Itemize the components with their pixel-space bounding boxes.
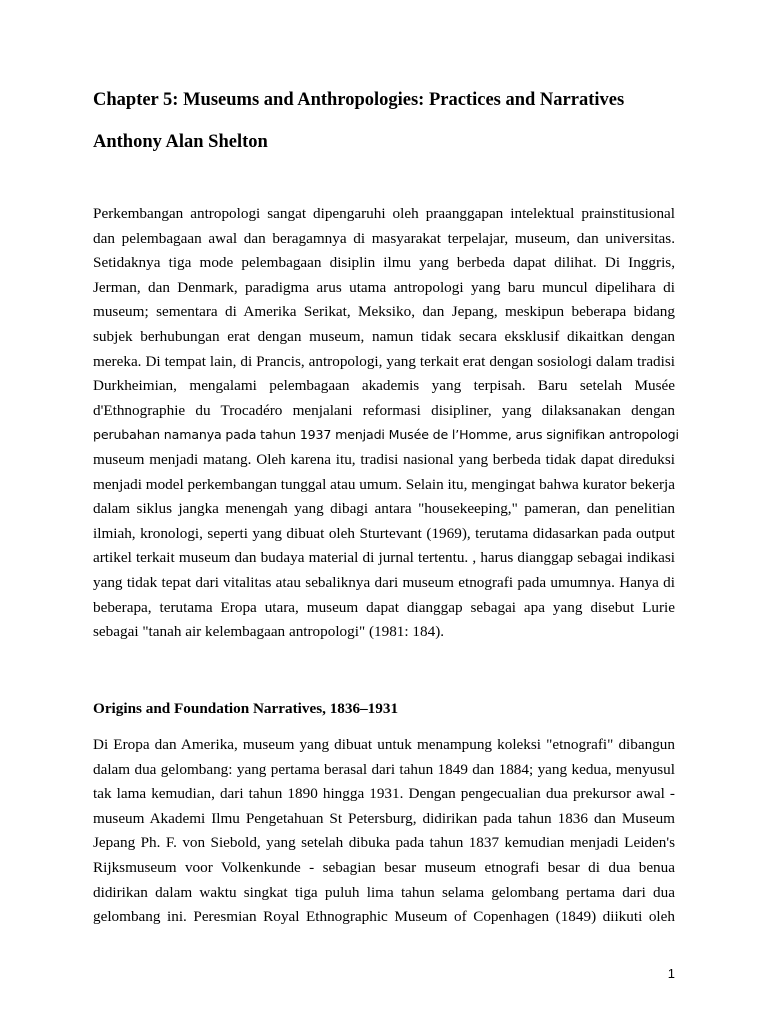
text-line: d'Ethnographie du Trocadéro menjalani reformasi disipliner, yang dilaksanakan dengan — [93, 401, 675, 419]
text-line: tak lama kemudian, dari tahun 1890 hingga 1931. Dengan pengecualian dua prekursor awal - — [93, 785, 675, 803]
text-line: Durkheimian, mengalami pelembagaan akademis yang terpisah. Baru setelah Musée — [93, 377, 675, 395]
text-line: beberapa, terutama Eropa utara, museum dapat dianggap sebagai apa yang disebut Lurie — [93, 598, 675, 616]
text-line: yang tidak tepat dari vitalitas atau sebaliknya dari museum etnografi pada umumnya. Hanya di — [93, 573, 675, 591]
chapter-title: Chapter 5: Museums and Anthropologies: Practices and Narratives — [93, 90, 625, 110]
text-line: menjadi model perkembangan tunggal atau umum. Selain itu, mengingat bahwa kurator bekerja — [93, 475, 675, 493]
text-line: Setidaknya tiga mode pelembagaan disiplin ilmu yang berbeda dapat dilihat. Di Inggris, — [93, 254, 675, 272]
text-line: didirikan dalam waktu singkat tiga puluh lima tahun selama gelombang pertama dari dua — [93, 883, 675, 901]
page-number: 1 — [667, 966, 675, 981]
intro-paragraph — [93, 202, 679, 645]
text-line: museum menjadi matang. Oleh karena itu, tradisi nasional yang berbeda tidak dapat direduksi — [93, 450, 675, 468]
text-line: museum Akademi Ilmu Pengetahuan St Petersburg, didirikan pada tahun 1836 dan Museum — [93, 809, 675, 827]
text-line: Di Eropa dan Amerika, museum yang dibuat untuk menampung koleksi "etnografi" dibangun — [93, 736, 675, 753]
text-line: Jepang Ph. F. von Siebold, yang setelah dibuka pada tahun 1837 kemudian menjadi Leiden's — [93, 834, 675, 852]
section-heading: Origins and Foundation Narratives, 1836–1931 — [93, 700, 399, 717]
text-line: dan pelembagaan awal dan beragamnya di masyarakat terpelajar, museum, dan universitas. — [93, 229, 675, 247]
text-line: subjek berhubungan erat dengan museum, namun tidak secara eksklusif dikaitkan dengan — [93, 327, 675, 345]
author-name: Anthony Alan Shelton — [93, 132, 268, 152]
text-line: gelombang ini. Peresmian Royal Ethnographic Museum of Copenhagen (1849) diikuti oleh — [93, 908, 675, 926]
text-line: mereka. Di tempat lain, di Prancis, antropologi, yang terkait erat dengan sosiologi dalam tradisi — [93, 352, 675, 370]
text-line: Jerman, dan Denmark, paradigma arus utama antropologi yang baru muncul dipelihara di — [93, 278, 675, 296]
text-line: ilmiah, kronologi, seperti yang dibuat oleh Sturtevant (1969), terutama didasarkan pada output — [93, 524, 675, 542]
text-line: perubahan namanya pada tahun 1937 menjadi Musée de l’Homme, arus signifikan antropologi — [93, 427, 679, 443]
text-line: museum; sementara di Amerika Serikat, Meksiko, dan Jepang, meskipun beberapa bidang — [93, 303, 675, 321]
text-line: Perkembangan antropologi sangat dipengaruhi oleh praanggapan intelektual prainstitusional — [93, 205, 675, 222]
text-line: Rijksmuseum voor Volkenkunde - sebagian besar museum etnografi besar di dua benua — [93, 858, 675, 876]
origins-paragraph — [93, 733, 675, 930]
text-line: artikel terkait museum dan budaya material di jurnal tertentu. , harus dianggap sebagai indikasi — [93, 549, 675, 567]
text-line: dalam dua gelombang: yang pertama berasal dari tahun 1849 dan 1884; yang kedua, menyusul — [93, 760, 675, 778]
text-line: sebagai "tanah air kelembagaan antropologi" (1981: 184). — [93, 623, 445, 641]
text-line: dalam siklus jangka menengah yang dibagi antara "housekeeping," pameran, dan penelitian — [93, 500, 675, 518]
